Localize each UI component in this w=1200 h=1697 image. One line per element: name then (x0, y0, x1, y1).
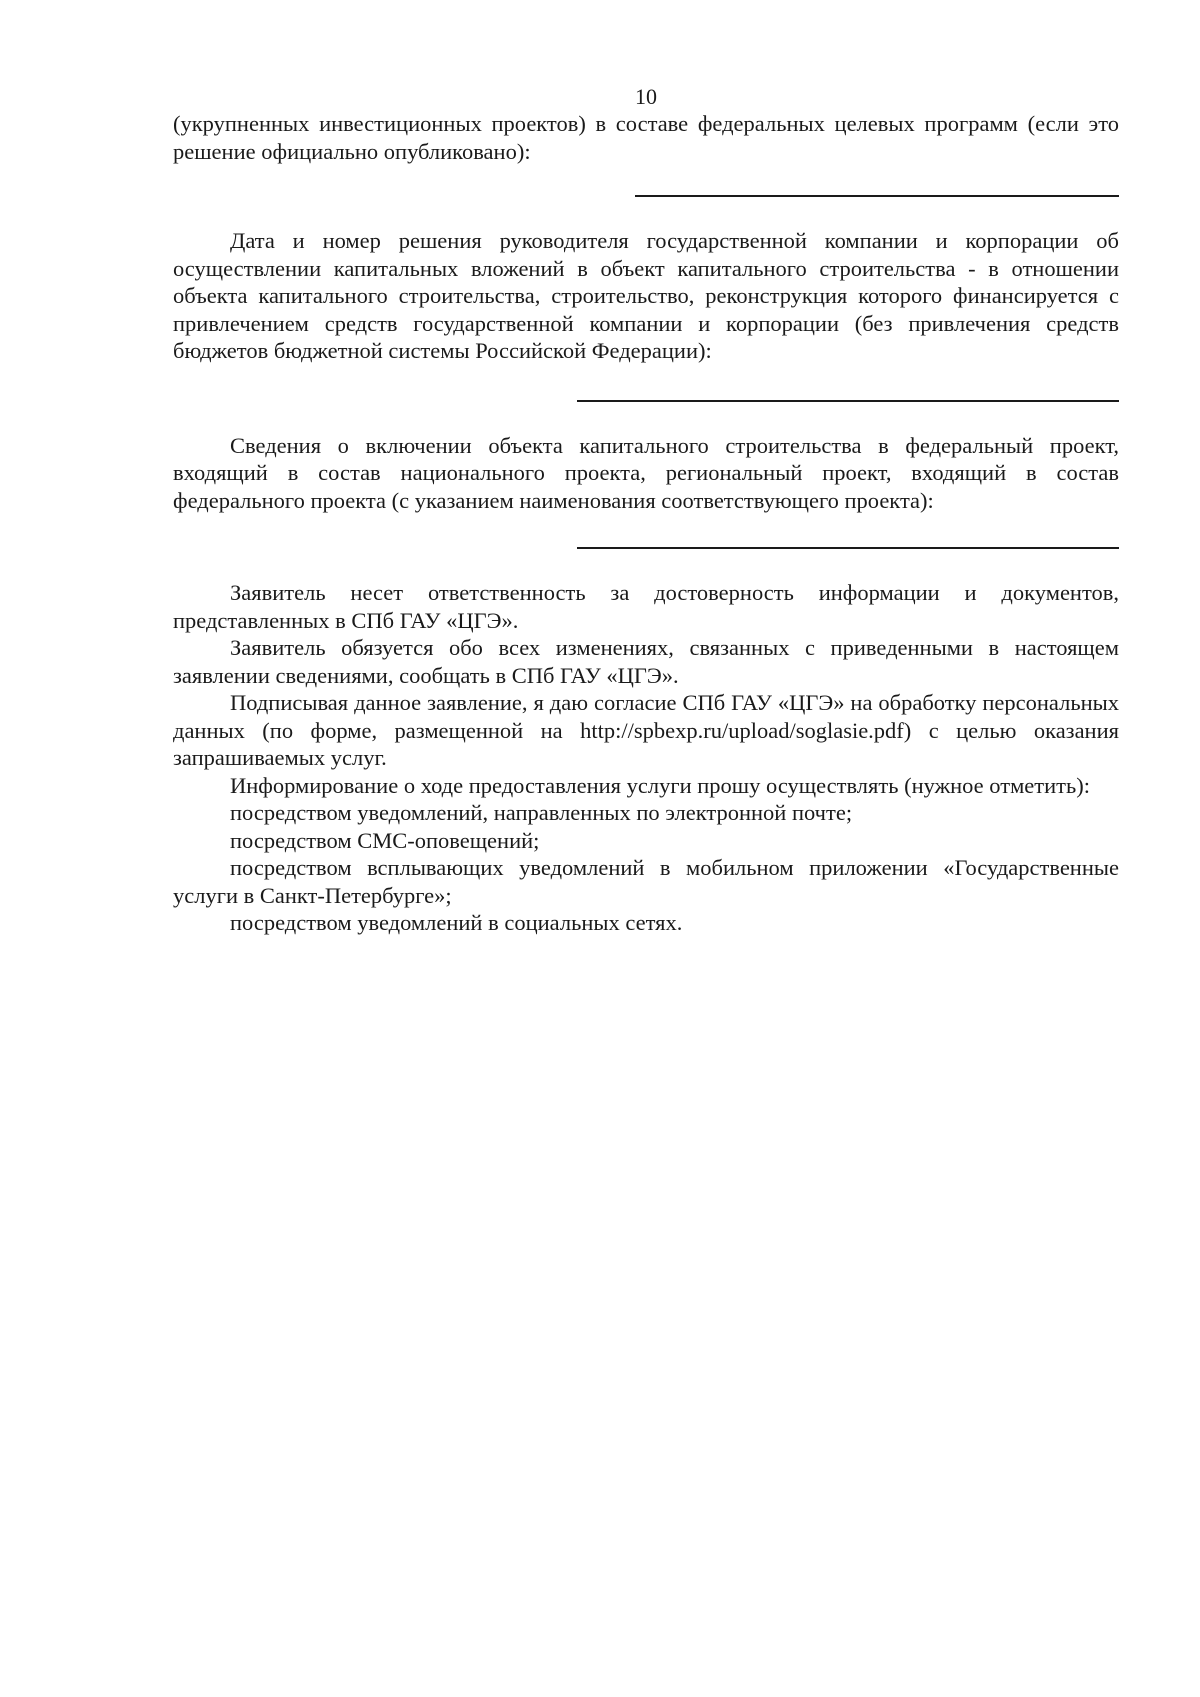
fill-in-line-corporation-decision[interactable] (577, 400, 1119, 402)
section-federal-project-text: Сведения о включении объекта капитального строительства в федеральный проект, входящий в состав национального проекта, региональный проект, входящий в состав федерального проекта (с указанием наименования соответствующего проекта): (173, 432, 1119, 513)
section-investment-projects-text: (укрупненных инвестиционных проектов) в составе федеральных целевых программ (если это решение официально опубликовано): (173, 111, 1119, 164)
notification-option-mobile-app[interactable]: посредством всплывающих уведомлений в мобильном приложении «Государственные услуги в Санкт-Петербурге»; (173, 855, 1119, 908)
notification-option-email[interactable]: посредством уведомлений, направленных по электронной почте; (230, 800, 853, 825)
notification-option-social[interactable]: посредством уведомлений в социальных сетях. (230, 910, 683, 935)
document-page (173, 84, 1119, 937)
page-number: 10 (635, 84, 657, 109)
statement-consent: Подписывая данное заявление, я даю согласие СПб ГАУ «ЦГЭ» на обработку персональных данных (по форме, размещенной на http://spbexp.ru/upload/soglasie.pdf) с целью оказания запрашиваемых услуг. (173, 690, 1119, 770)
notification-option-sms[interactable]: посредством СМС-оповещений; (230, 827, 540, 853)
statement-notification-intro: Информирование о ходе предоставления услуги прошу осуществлять (нужное отметить): (230, 772, 1091, 798)
statement-responsibility: Заявитель несет ответственность за достоверность информации и документов, представленных в СПб ГАУ «ЦГЭ». (173, 580, 1119, 633)
fill-in-line-federal-project[interactable] (577, 547, 1119, 549)
section-corporation-decision-text: Дата и номер решения руководителя государственной компании и корпорации об осуществлении капитальных вложений в объект капитального строительства - в отношении объекта капитального строительства, строительство, реконструкция которого финансируется с привлечением средств государственной компании и корпорации (без привлечения средств бюджетов бюджетной системы Российской Федерации): (173, 228, 1119, 363)
fill-in-line-publication[interactable] (635, 195, 1119, 197)
statement-obligation: Заявитель обязуется обо всех изменениях, связанных с приведенными в настоящем заявлении сведениями, сообщать в СПб ГАУ «ЦГЭ». (173, 635, 1119, 688)
